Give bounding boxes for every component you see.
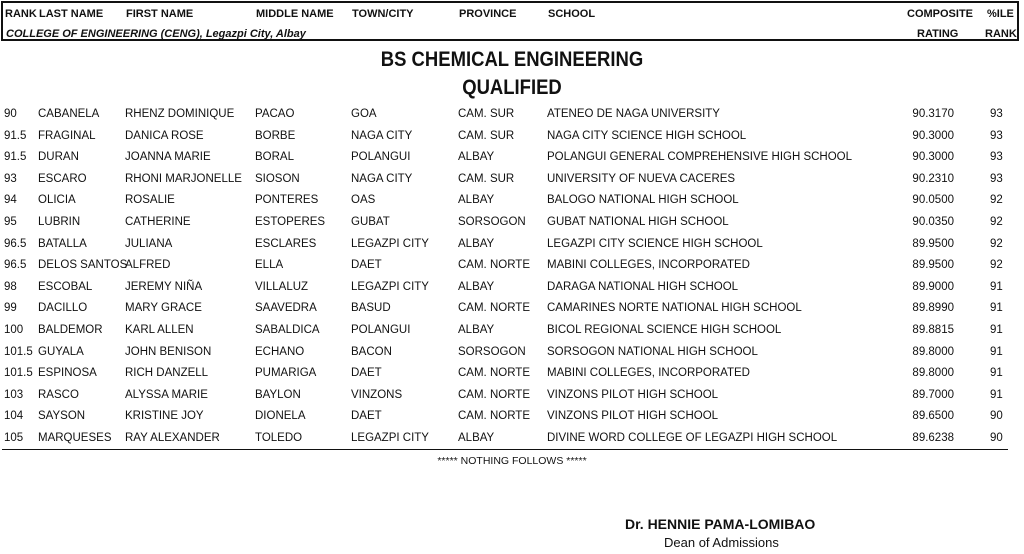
nothing-follows-note: ***** NOTHING FOLLOWS *****	[437, 455, 587, 467]
cell-rank: 91.5	[4, 151, 27, 164]
header-town-city: TOWN/CITY	[352, 8, 414, 20]
cell-last-name: RASCO	[38, 388, 79, 401]
cell-rank: 94	[4, 194, 17, 207]
cell-composite-rating: 89.8815	[912, 323, 954, 336]
cell-rank: 96.5	[4, 237, 27, 250]
cell-percentile-rank: 90	[990, 431, 1003, 444]
table-row	[0, 319, 1024, 341]
cell-middle-name: BORBE	[255, 129, 296, 142]
cell-percentile-rank: 93	[990, 108, 1003, 120]
cell-last-name: ESPINOSA	[38, 367, 97, 380]
cell-province: ALBAY	[458, 237, 495, 250]
cell-rank: 95	[4, 215, 17, 228]
table-row	[0, 297, 1024, 319]
table-row	[0, 276, 1024, 298]
header-first-name: FIRST NAME	[126, 8, 194, 20]
table-row	[0, 233, 1024, 255]
cell-middle-name: BORAL	[255, 151, 294, 164]
cell-school: DIVINE WORD COLLEGE OF LEGAZPI HIGH SCHOOL	[547, 431, 838, 444]
table-row	[0, 427, 1024, 449]
cell-middle-name: TOLEDO	[255, 431, 303, 444]
table-row	[0, 384, 1024, 406]
cell-town-city: DAET	[351, 259, 382, 272]
cell-composite-rating: 89.9500	[912, 237, 954, 250]
header-rating: RATING	[917, 28, 959, 40]
cell-first-name: JOANNA MARIE	[125, 151, 211, 164]
cell-rank: 99	[4, 302, 17, 315]
cell-percentile-rank: 91	[990, 345, 1003, 358]
cell-first-name: ROSALIE	[125, 194, 175, 207]
cell-composite-rating: 90.0350	[912, 215, 954, 228]
cell-composite-rating: 89.9000	[912, 280, 954, 293]
cell-first-name: CATHERINE	[125, 215, 191, 228]
cell-percentile-rank: 90	[990, 410, 1003, 423]
cell-last-name: ESCARO	[38, 172, 87, 185]
cell-school: POLANGUI GENERAL COMPREHENSIVE HIGH SCHOOL	[547, 151, 853, 164]
table-row	[0, 211, 1024, 233]
cell-school: ATENEO DE NAGA UNIVERSITY	[547, 108, 720, 120]
status-title: QUALIFIED	[462, 76, 562, 99]
cell-middle-name: VILLALUZ	[255, 280, 309, 293]
cell-province: CAM. NORTE	[458, 410, 530, 423]
cell-percentile-rank: 91	[990, 280, 1003, 293]
cell-last-name: DACILLO	[38, 302, 88, 315]
cell-last-name: ESCOBAL	[38, 280, 93, 293]
cell-town-city: LEGAZPI CITY	[351, 280, 429, 293]
cell-last-name: LUBRIN	[38, 215, 81, 228]
cell-first-name: RICH DANZELL	[125, 367, 209, 380]
cell-rank: 93	[4, 172, 17, 185]
college-name: COLLEGE OF ENGINEERING (CENG), Legazpi City, Albay	[6, 28, 306, 40]
cell-first-name: RHENZ DOMINIQUE	[125, 108, 235, 120]
cell-school: LEGAZPI CITY SCIENCE HIGH SCHOOL	[547, 237, 763, 250]
cell-first-name: DANICA ROSE	[125, 129, 204, 142]
cell-rank: 96.5	[4, 259, 27, 272]
cell-town-city: VINZONS	[351, 388, 403, 401]
cell-percentile-rank: 91	[990, 302, 1003, 315]
cell-first-name: KARL ALLEN	[125, 323, 194, 336]
table-row	[0, 405, 1024, 427]
cell-composite-rating: 89.7000	[912, 388, 954, 401]
cell-rank: 101.5	[4, 367, 33, 380]
cell-province: ALBAY	[458, 151, 495, 164]
table-row	[0, 254, 1024, 276]
cell-province: SORSOGON	[458, 215, 526, 228]
cell-first-name: ALYSSA MARIE	[125, 388, 208, 401]
cell-town-city: NAGA CITY	[351, 172, 413, 185]
cell-first-name: JOHN BENISON	[125, 345, 212, 358]
cell-percentile-rank: 91	[990, 388, 1003, 401]
cell-middle-name: PUMARIGA	[255, 367, 317, 380]
cell-town-city: DAET	[351, 410, 382, 423]
cell-town-city: OAS	[351, 194, 376, 207]
table-row	[0, 125, 1024, 147]
cell-first-name: MARY GRACE	[125, 302, 202, 315]
cell-town-city: GOA	[351, 108, 377, 120]
cell-town-city: LEGAZPI CITY	[351, 237, 429, 250]
cell-province: CAM. NORTE	[458, 302, 530, 315]
cell-middle-name: SIOSON	[255, 172, 300, 185]
cell-town-city: POLANGUI	[351, 323, 411, 336]
header-composite: COMPOSITE	[907, 8, 974, 20]
cell-composite-rating: 90.3000	[912, 151, 954, 164]
signer-title: Dean of Admissions	[664, 535, 779, 550]
cell-percentile-rank: 93	[990, 172, 1003, 185]
cell-composite-rating: 89.8990	[912, 302, 954, 315]
cell-province: CAM. NORTE	[458, 388, 530, 401]
cell-town-city: GUBAT	[351, 215, 390, 228]
table-row	[0, 189, 1024, 211]
cell-composite-rating: 90.3000	[912, 129, 954, 142]
cell-percentile-rank: 92	[990, 215, 1003, 228]
cell-first-name: JULIANA	[125, 237, 173, 250]
cell-last-name: CABANELA	[38, 108, 100, 120]
table-bottom-divider	[2, 449, 1008, 450]
cell-first-name: RAY ALEXANDER	[125, 431, 220, 444]
cell-province: ALBAY	[458, 280, 495, 293]
cell-rank: 105	[4, 431, 24, 444]
cell-province: CAM. NORTE	[458, 259, 530, 272]
cell-composite-rating: 89.9500	[912, 259, 954, 272]
table-row	[0, 168, 1024, 190]
cell-composite-rating: 89.6238	[912, 431, 954, 444]
cell-percentile-rank: 92	[990, 194, 1003, 207]
header-middle-name: MIDDLE NAME	[256, 8, 334, 20]
cell-school: MABINI COLLEGES, INCORPORATED	[547, 367, 750, 380]
cell-province: SORSOGON	[458, 345, 526, 358]
program-title: BS CHEMICAL ENGINEERING	[380, 48, 644, 71]
cell-rank: 91.5	[4, 129, 27, 142]
table-row	[0, 146, 1024, 168]
cell-rank: 90	[4, 108, 17, 120]
cell-percentile-rank: 91	[990, 323, 1003, 336]
cell-composite-rating: 89.8000	[912, 367, 954, 380]
cell-middle-name: PONTERES	[255, 194, 319, 207]
results-table	[0, 103, 1024, 449]
cell-last-name: DELOS SANTOS	[38, 259, 128, 272]
cell-town-city: BASUD	[351, 302, 391, 315]
table-row	[0, 341, 1024, 363]
cell-rank: 101.5	[4, 345, 33, 358]
signer-name: Dr. HENNIE PAMA-LOMIBAO	[625, 516, 816, 532]
cell-town-city: POLANGUI	[351, 151, 411, 164]
cell-middle-name: ESTOPERES	[255, 215, 326, 228]
cell-last-name: OLICIA	[38, 194, 76, 207]
cell-town-city: BACON	[351, 345, 392, 358]
cell-middle-name: SAAVEDRA	[255, 302, 317, 315]
table-row	[0, 103, 1024, 125]
header-last-name: LAST NAME	[39, 8, 104, 20]
header-percentile: %ILE	[987, 8, 1014, 20]
cell-school: NAGA CITY SCIENCE HIGH SCHOOL	[547, 129, 747, 142]
table-row	[0, 362, 1024, 384]
table-header	[1, 1, 1019, 41]
cell-middle-name: DIONELA	[255, 410, 306, 423]
cell-percentile-rank: 92	[990, 259, 1003, 272]
cell-rank: 104	[4, 410, 24, 423]
cell-last-name: BALDEMOR	[38, 323, 103, 336]
cell-middle-name: ESCLARES	[255, 237, 317, 250]
cell-middle-name: ELLA	[255, 259, 284, 272]
cell-town-city: DAET	[351, 367, 382, 380]
cell-first-name: RHONI MARJONELLE	[125, 172, 242, 185]
cell-last-name: MARQUESES	[38, 431, 112, 444]
cell-province: CAM. SUR	[458, 172, 515, 185]
header-school: SCHOOL	[548, 8, 596, 20]
cell-province: CAM. SUR	[458, 129, 515, 142]
cell-percentile-rank: 92	[990, 237, 1003, 250]
cell-composite-rating: 90.0500	[912, 194, 954, 207]
cell-last-name: GUYALA	[38, 345, 84, 358]
cell-school: MABINI COLLEGES, INCORPORATED	[547, 259, 750, 272]
cell-school: VINZONS PILOT HIGH SCHOOL	[547, 410, 719, 423]
cell-province: ALBAY	[458, 431, 495, 444]
cell-first-name: ALFRED	[125, 259, 171, 272]
cell-composite-rating: 89.8000	[912, 345, 954, 358]
cell-town-city: NAGA CITY	[351, 129, 413, 142]
cell-composite-rating: 89.6500	[912, 410, 954, 423]
cell-school: CAMARINES NORTE NATIONAL HIGH SCHOOL	[547, 302, 802, 315]
cell-province: ALBAY	[458, 194, 495, 207]
cell-composite-rating: 90.2310	[912, 172, 954, 185]
cell-school: DARAGA NATIONAL HIGH SCHOOL	[547, 280, 739, 293]
cell-percentile-rank: 93	[990, 151, 1003, 164]
cell-rank: 103	[4, 388, 24, 401]
cell-last-name: SAYSON	[38, 410, 86, 423]
cell-middle-name: PACAO	[255, 108, 295, 120]
cell-first-name: KRISTINE JOY	[125, 410, 204, 423]
cell-school: GUBAT NATIONAL HIGH SCHOOL	[547, 215, 729, 228]
cell-first-name: JEREMY NIÑA	[125, 280, 203, 293]
cell-composite-rating: 90.3170	[912, 108, 954, 120]
cell-town-city: LEGAZPI CITY	[351, 431, 429, 444]
cell-last-name: BATALLA	[38, 237, 87, 250]
cell-rank: 98	[4, 280, 17, 293]
cell-school: BICOL REGIONAL SCIENCE HIGH SCHOOL	[547, 323, 782, 336]
header-percentile-rank: RANK	[985, 28, 1017, 40]
cell-province: ALBAY	[458, 323, 495, 336]
cell-percentile-rank: 91	[990, 367, 1003, 380]
cell-province: CAM. SUR	[458, 108, 515, 120]
header-province: PROVINCE	[459, 8, 517, 20]
header-rank: RANK	[5, 8, 37, 20]
cell-middle-name: ECHANO	[255, 345, 305, 358]
cell-province: CAM. NORTE	[458, 367, 530, 380]
cell-last-name: FRAGINAL	[38, 129, 96, 142]
cell-last-name: DURAN	[38, 151, 79, 164]
cell-school: BALOGO NATIONAL HIGH SCHOOL	[547, 194, 739, 207]
cell-rank: 100	[4, 323, 24, 336]
cell-school: SORSOGON NATIONAL HIGH SCHOOL	[547, 345, 758, 358]
cell-percentile-rank: 93	[990, 129, 1003, 142]
cell-school: VINZONS PILOT HIGH SCHOOL	[547, 388, 719, 401]
cell-middle-name: BAYLON	[255, 388, 301, 401]
cell-middle-name: SABALDICA	[255, 323, 320, 336]
cell-school: UNIVERSITY OF NUEVA CACERES	[547, 172, 736, 185]
